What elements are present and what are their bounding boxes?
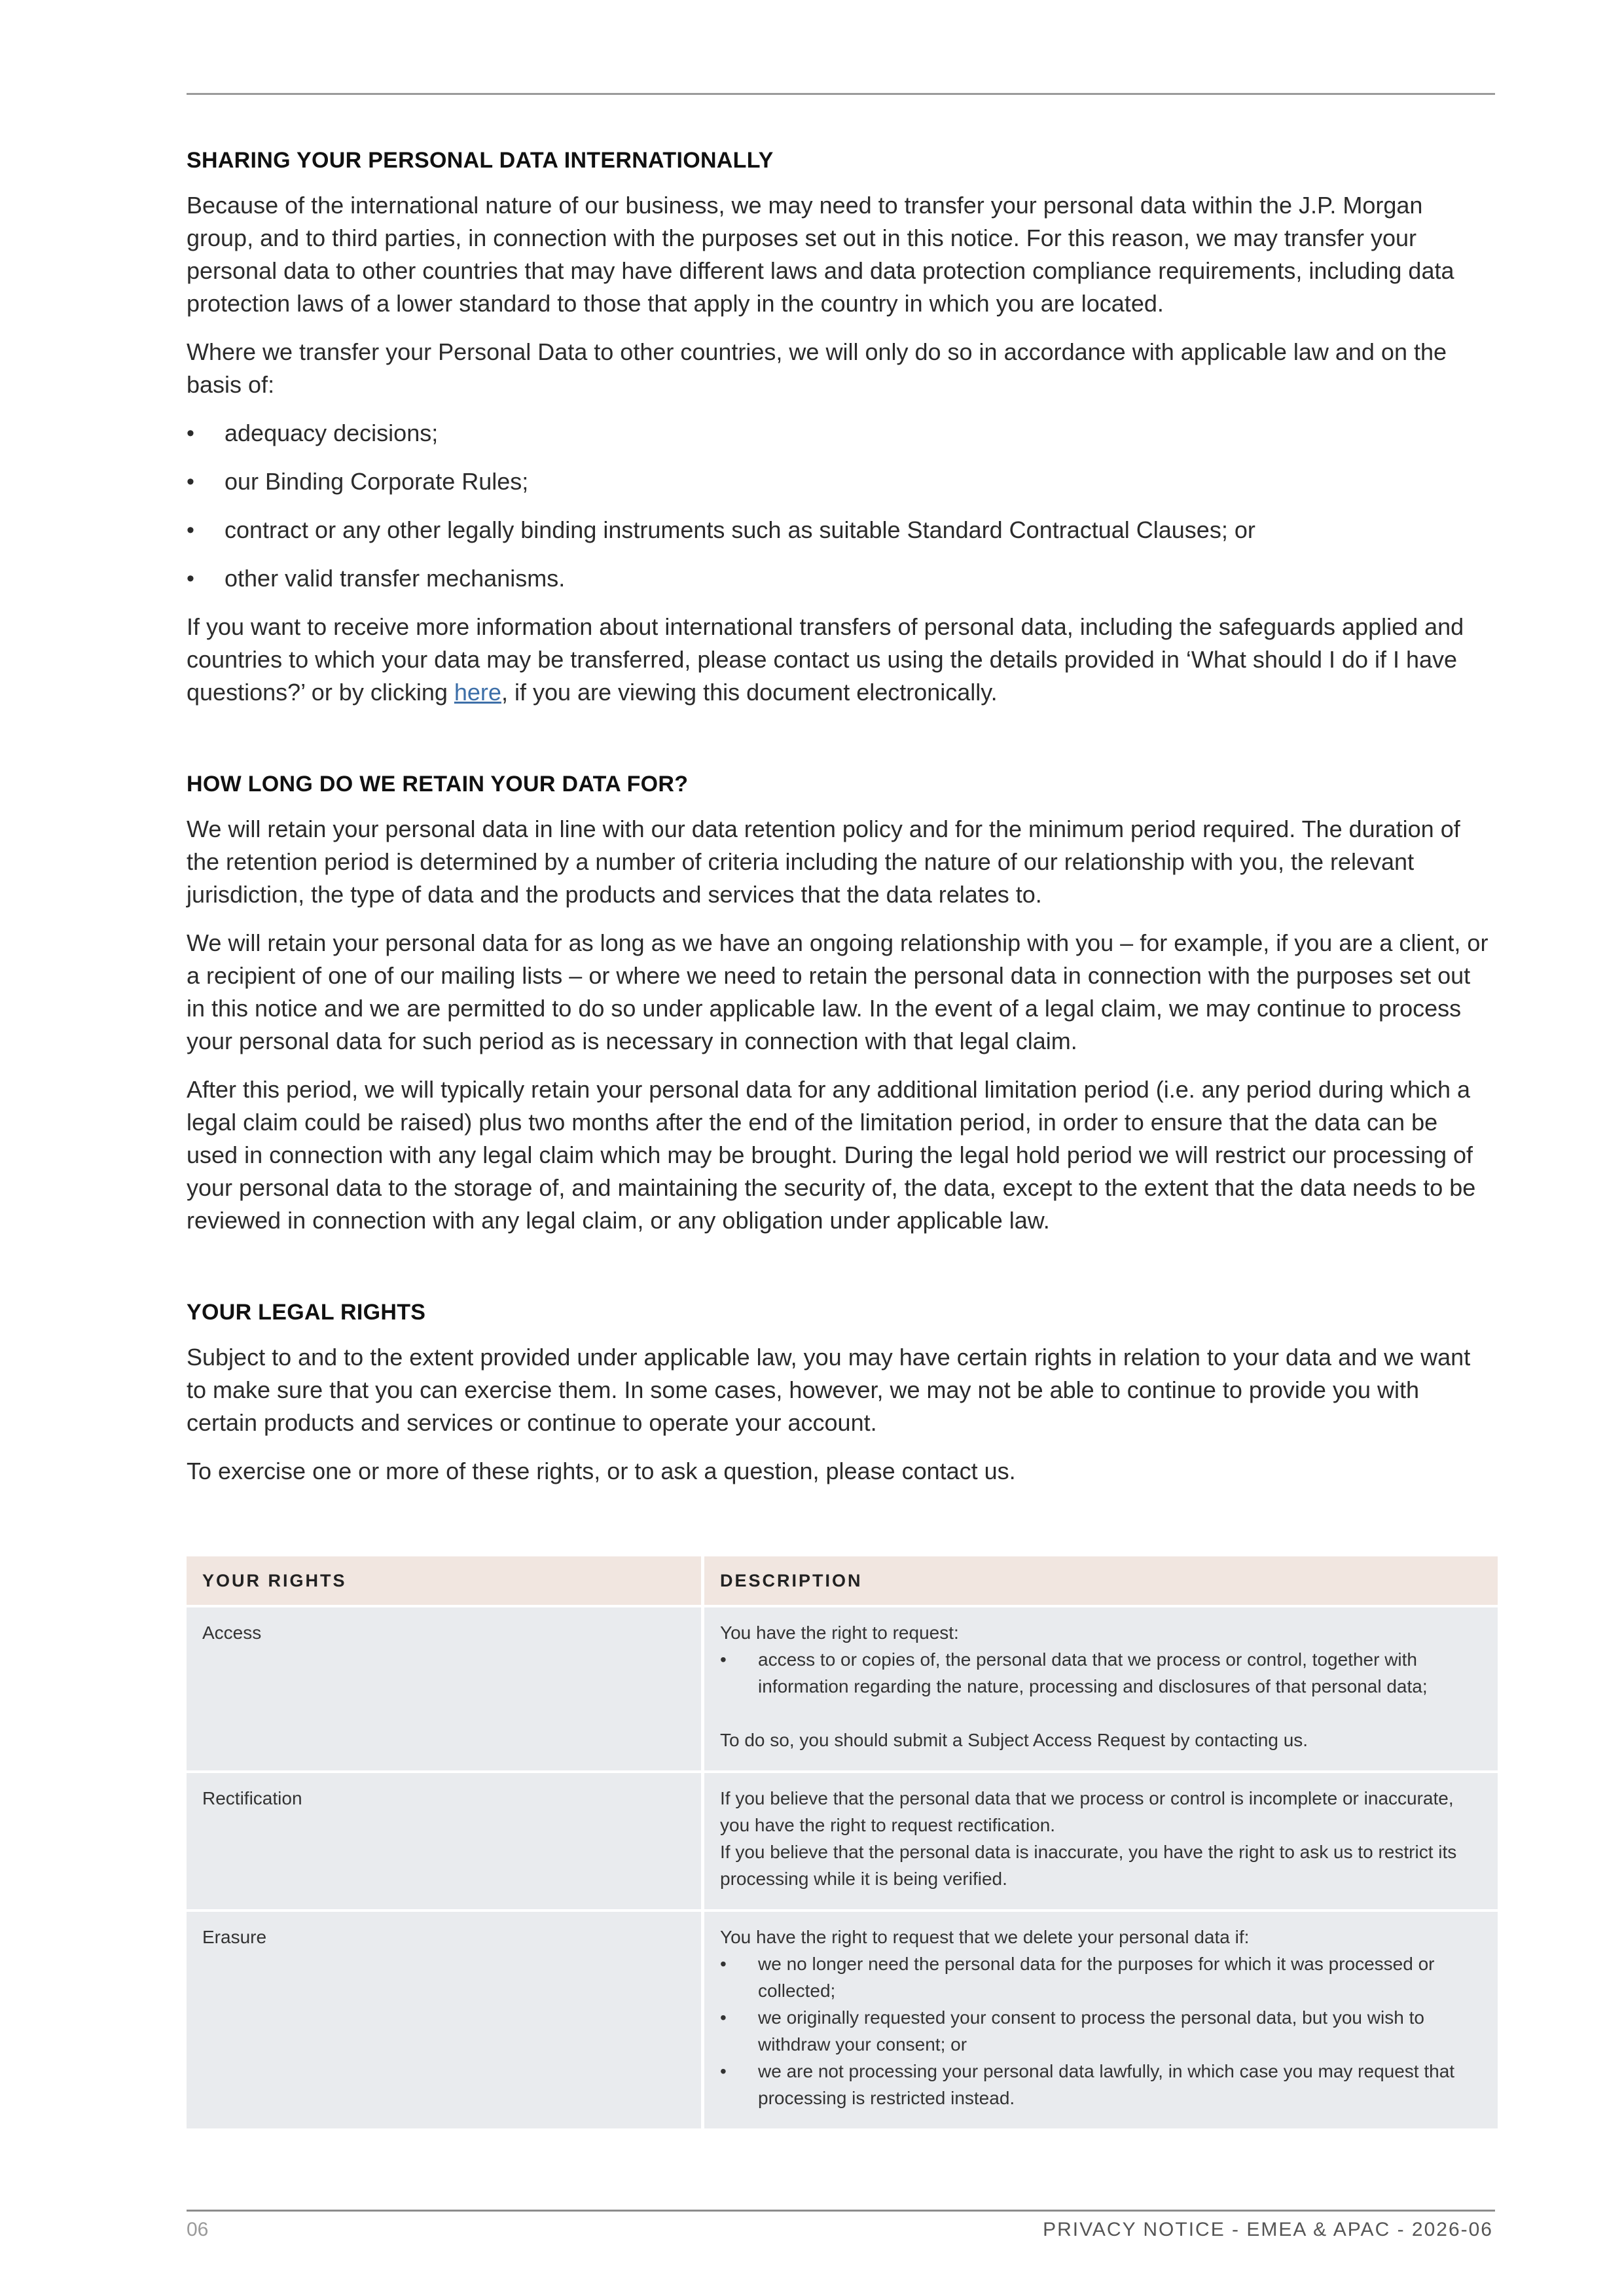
table-header-row [187,1556,1498,1607]
paragraph: Because of the international nature of our business, we may need to transfer your personal data within the J.P. Morgan group, and to third parties, in connection with the purposes set out in this notice. For this reason, we may transfer your personal data to other countries that may have different laws and data protection compliance requirements, including data protection laws of a lower standard to those that apply in the country in which you are located. [187,192,1454,317]
list-item: • we no longer need the personal data for the purposes for which it was processed or collected; [720,1950,1482,2004]
paragraph-text: , if you are viewing this document electronically. [501,679,998,706]
spacer [720,1700,1482,1727]
right-name: Erasure [187,1912,704,2131]
section-gap [187,1253,1495,1300]
table-row [187,1912,1498,2131]
section-heading-retention: HOW LONG DO WE RETAIN YOUR DATA FOR? [187,772,689,797]
paragraph-contact [187,611,1495,709]
list-item: • other valid transfer mechanisms. [187,562,1495,595]
paragraph: After this period, we will typically retain your personal data for any additional limitation period (i.e. any period during which a legal claim could be raised) plus two months after the end of the limitation period, in order to ensure that the data can be used in connection with any legal claim which may be brought. During the legal hold period we will restrict our processing of your personal data to the storage of, and maintaining the security of, the data, except to the extent that the data needs to be reviewed in connection with any legal claim, or any obligation under applicable law. [187,1076,1476,1234]
paragraph: We will retain your personal data in line with our data retention policy and for the minimum period required. The duration of the retention period is determined by a number of criteria including the nature of our relationship with you, the relevant jurisdiction, the type of data and the products and services that the data relates to. [187,816,1460,908]
footer-divider [187,2210,1495,2212]
section-heading-legal-rights: YOUR LEGAL RIGHTS [187,1300,426,1325]
section-gap [187,725,1495,772]
right-name: Access [187,1607,704,1773]
description-intro: You have the right to request: [720,1623,959,1643]
table-row [187,1773,1498,1912]
list-item: • we are not processing your personal data lawfully, in which case you may request that processing is restricted instead. [720,2058,1482,2111]
column-header-rights: YOUR RIGHTS [187,1556,704,1607]
description-line: If you believe that the personal data that we process or control is incomplete or inaccurate, you have the right to request rectification. [720,1788,1454,1835]
paragraph: We will retain your personal data for as long as we have an ongoing relationship with you – for example, if you are a client, or a recipient of one of our mailing lists – or where we need to retain the personal data in connection with the purposes set out in this notice and we are permitted to do so under applicable law. In the event of a legal claim, we may continue to process your personal data for such period as is necessary in connection with that legal claim. [187,929,1489,1054]
header-divider [187,93,1495,95]
list-item: • contract or any other legally binding instruments such as suitable Standard Contractual Clauses; or [187,514,1495,547]
description-list [720,1646,1482,1700]
document-body [187,148,1495,1503]
description-line: If you believe that the personal data is inaccurate, you have the right to ask us to restrict its processing while it is being verified. [720,1842,1457,1889]
here-link[interactable]: here [454,679,501,706]
paragraph: Where we transfer your Personal Data to other countries, we will only do so in accordance with applicable law and on the basis of: [187,338,1447,398]
rights-table [187,1556,1498,2131]
section-heading-international: SHARING YOUR PERSONAL DATA INTERNATIONALLY [187,148,774,173]
right-description [704,1773,1498,1912]
paragraph: To exercise one or more of these rights, or to ask a question, please contact us. [187,1458,1016,1484]
list-item: • our Binding Corporate Rules; [187,465,1495,498]
right-description [704,1607,1498,1773]
list-item: • adequacy decisions; [187,417,1495,450]
transfer-basis-list [187,417,1495,595]
paragraph: Subject to and to the extent provided under applicable law, you may have certain rights in relation to your data and we want to make sure that you can exercise them. In some cases, however, we may not be able to continue to provide you with certain products and services or continue to operate your account. [187,1344,1471,1436]
list-item: • access to or copies of, the personal data that we process or control, together with information regarding the nature, processing and disclosures of that personal data; [720,1646,1482,1700]
list-item: • we originally requested your consent to process the personal data, but you wish to withdraw your consent; or [720,2004,1482,2058]
table-row [187,1607,1498,1773]
column-header-description: DESCRIPTION [704,1556,1498,1607]
page-number: 06 [187,2219,209,2240]
paragraph-text: If you want to receive more information about international transfers of personal data, including the safeguards applied and countries to which your data may be transferred, please contact us using the details provided in ‘What should I do if I have questions?’ or by clicking [187,613,1464,706]
description-intro: You have the right to request that we delete your personal data if: [720,1927,1250,1947]
description-outro: To do so, you should submit a Subject Access Request by contacting us. [720,1730,1308,1750]
footer-document-title: PRIVACY NOTICE - EMEA & APAC - 2026-06 [1043,2219,1493,2240]
right-description [704,1912,1498,2131]
description-list [720,1950,1482,2111]
right-name: Rectification [187,1773,704,1912]
